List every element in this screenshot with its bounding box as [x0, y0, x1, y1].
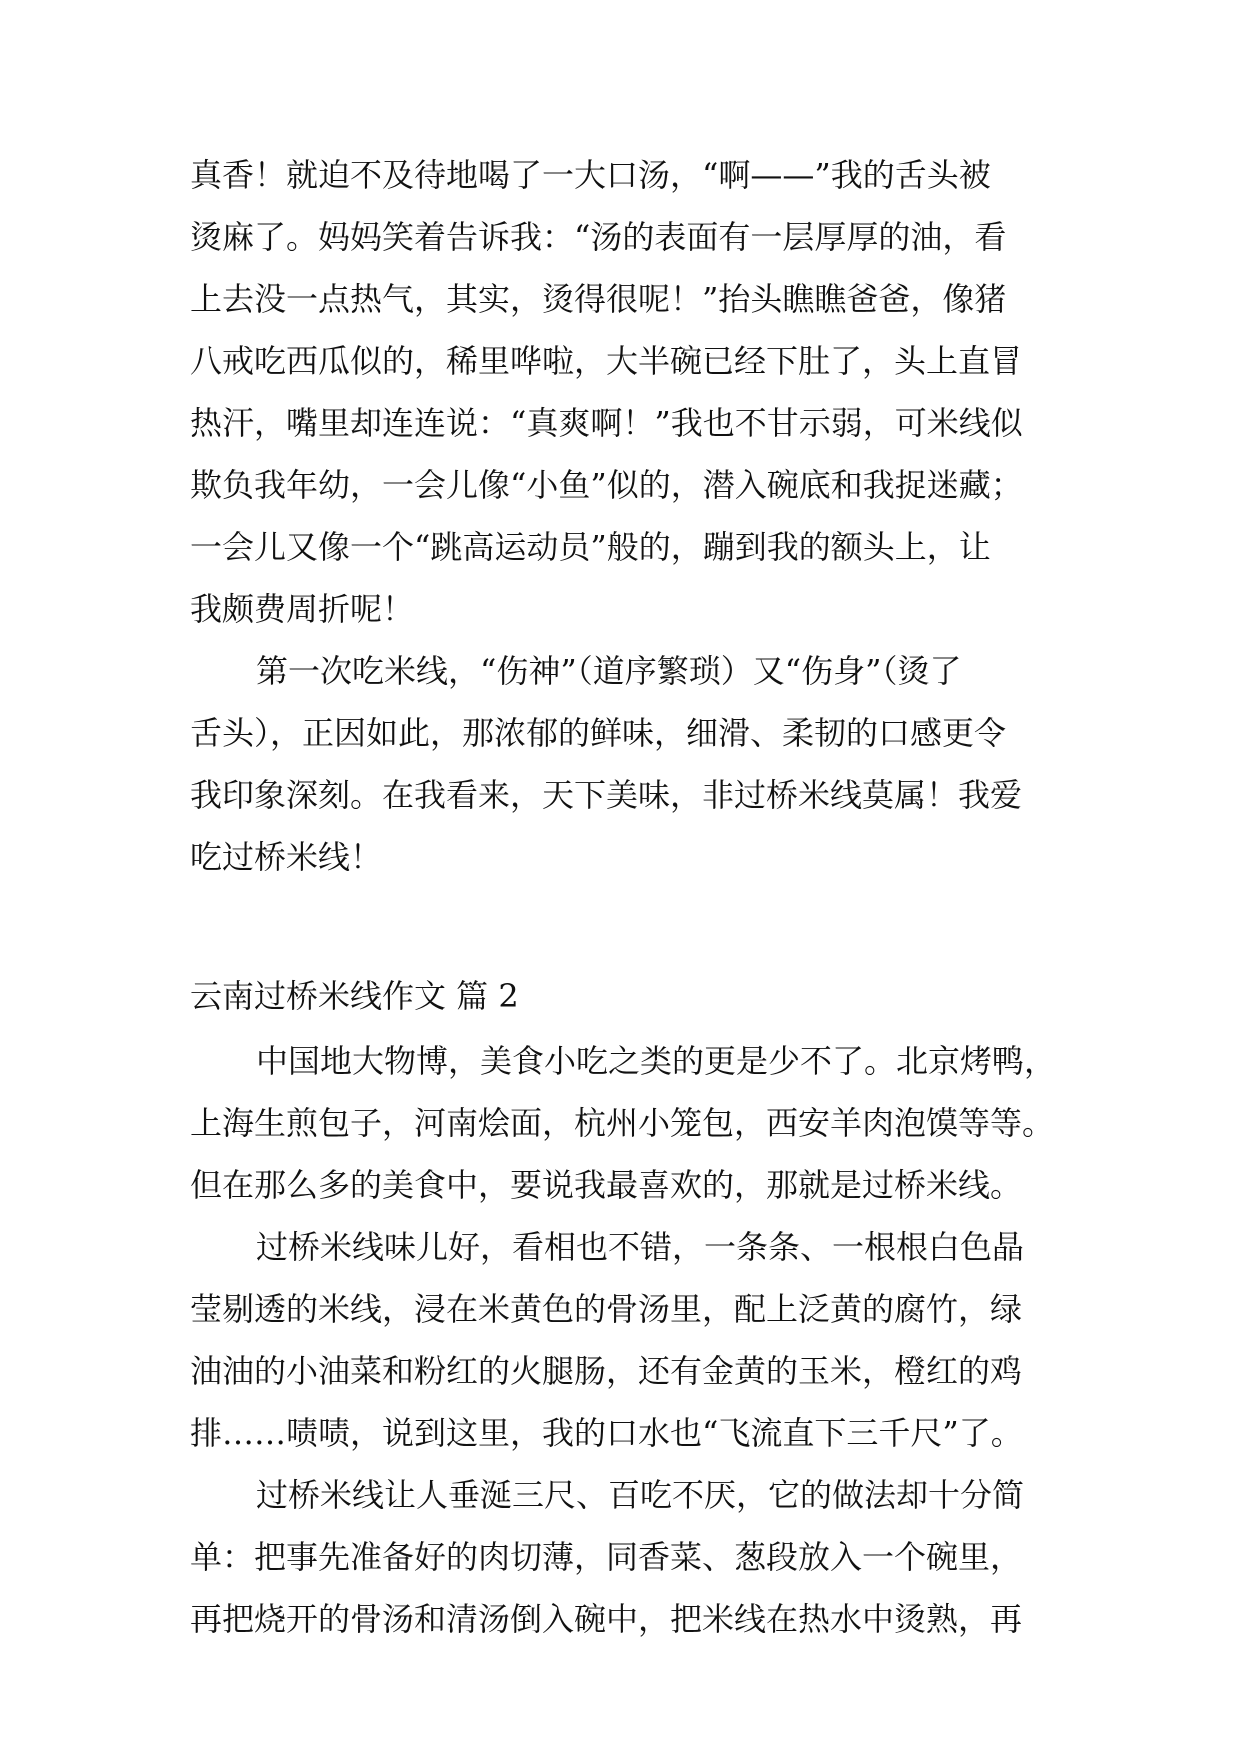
paragraph-line: 过桥米线让人垂涎三尺、百吃不厌，它的做法却十分简 — [256, 1476, 1025, 1514]
paragraph-line: 热汗，嘴里却连连说：“真爽啊！”我也不甘示弱，可米线似 — [190, 404, 1023, 442]
paragraph-line: 但在那么多的美食中，要说我最喜欢的，那就是过桥米线。 — [190, 1166, 1023, 1204]
paragraph-line: 八戒吃西瓜似的，稀里哗啦，大半碗已经下肚了，头上直冒 — [190, 342, 1023, 380]
paragraph-line: 一会儿又像一个“跳高运动员”般的，蹦到我的额头上，让 — [190, 528, 991, 566]
paragraph-line: 上海生煎包子，河南烩面，杭州小笼包，西安羊肉泡馍等等。 — [190, 1104, 1055, 1142]
paragraph-line: 吃过桥米线！ — [190, 838, 383, 876]
paragraph-line: 我印象深刻。在我看来，天下美味，非过桥米线莫属！我爱 — [190, 776, 1023, 814]
paragraph-line: 真香！就迫不及待地喝了一大口汤，“啊——”我的舌头被 — [190, 156, 991, 194]
essay-title: 云南过桥米线作文 篇 2 — [190, 977, 519, 1015]
paragraph-line: 单：把事先准备好的肉切薄，同香菜、葱段放入一个碗里， — [190, 1538, 1023, 1576]
paragraph-line: 我颇费周折呢！ — [190, 590, 415, 628]
paragraph-line: 第一次吃米线，“伤神”（道序繁琐）又“伤身”（烫了 — [256, 652, 962, 690]
paragraph-line: 中国地大物博，美食小吃之类的更是少不了。北京烤鸭， — [256, 1042, 1057, 1080]
paragraph-line: 上去没一点热气，其实，烫得很呢！”抬头瞧瞧爸爸，像猪 — [190, 280, 1007, 318]
paragraph-line: 舌头），正因如此，那浓郁的鲜味，细滑、柔韧的口感更令 — [190, 714, 1007, 752]
paragraph-line: 欺负我年幼，一会儿像“小鱼”似的，潜入碗底和我捉迷藏； — [190, 466, 1023, 504]
paragraph-line: 再把烧开的骨汤和清汤倒入碗中，把米线在热水中烫熟，再 — [190, 1600, 1023, 1638]
paragraph-line: 过桥米线味儿好，看相也不错，一条条、一根根白色晶 — [256, 1228, 1025, 1266]
paragraph-line: 莹剔透的米线，浸在米黄色的骨汤里，配上泛黄的腐竹，绿 — [190, 1290, 1023, 1328]
paragraph-line: 油油的小油菜和粉红的火腿肠，还有金黄的玉米，橙红的鸡 — [190, 1352, 1023, 1390]
paragraph-line: 烫麻了。妈妈笑着告诉我：“汤的表面有一层厚厚的油，看 — [190, 218, 1007, 256]
paragraph-line: 排……啧啧，说到这里，我的口水也“飞流直下三千尺”了。 — [190, 1414, 1023, 1452]
